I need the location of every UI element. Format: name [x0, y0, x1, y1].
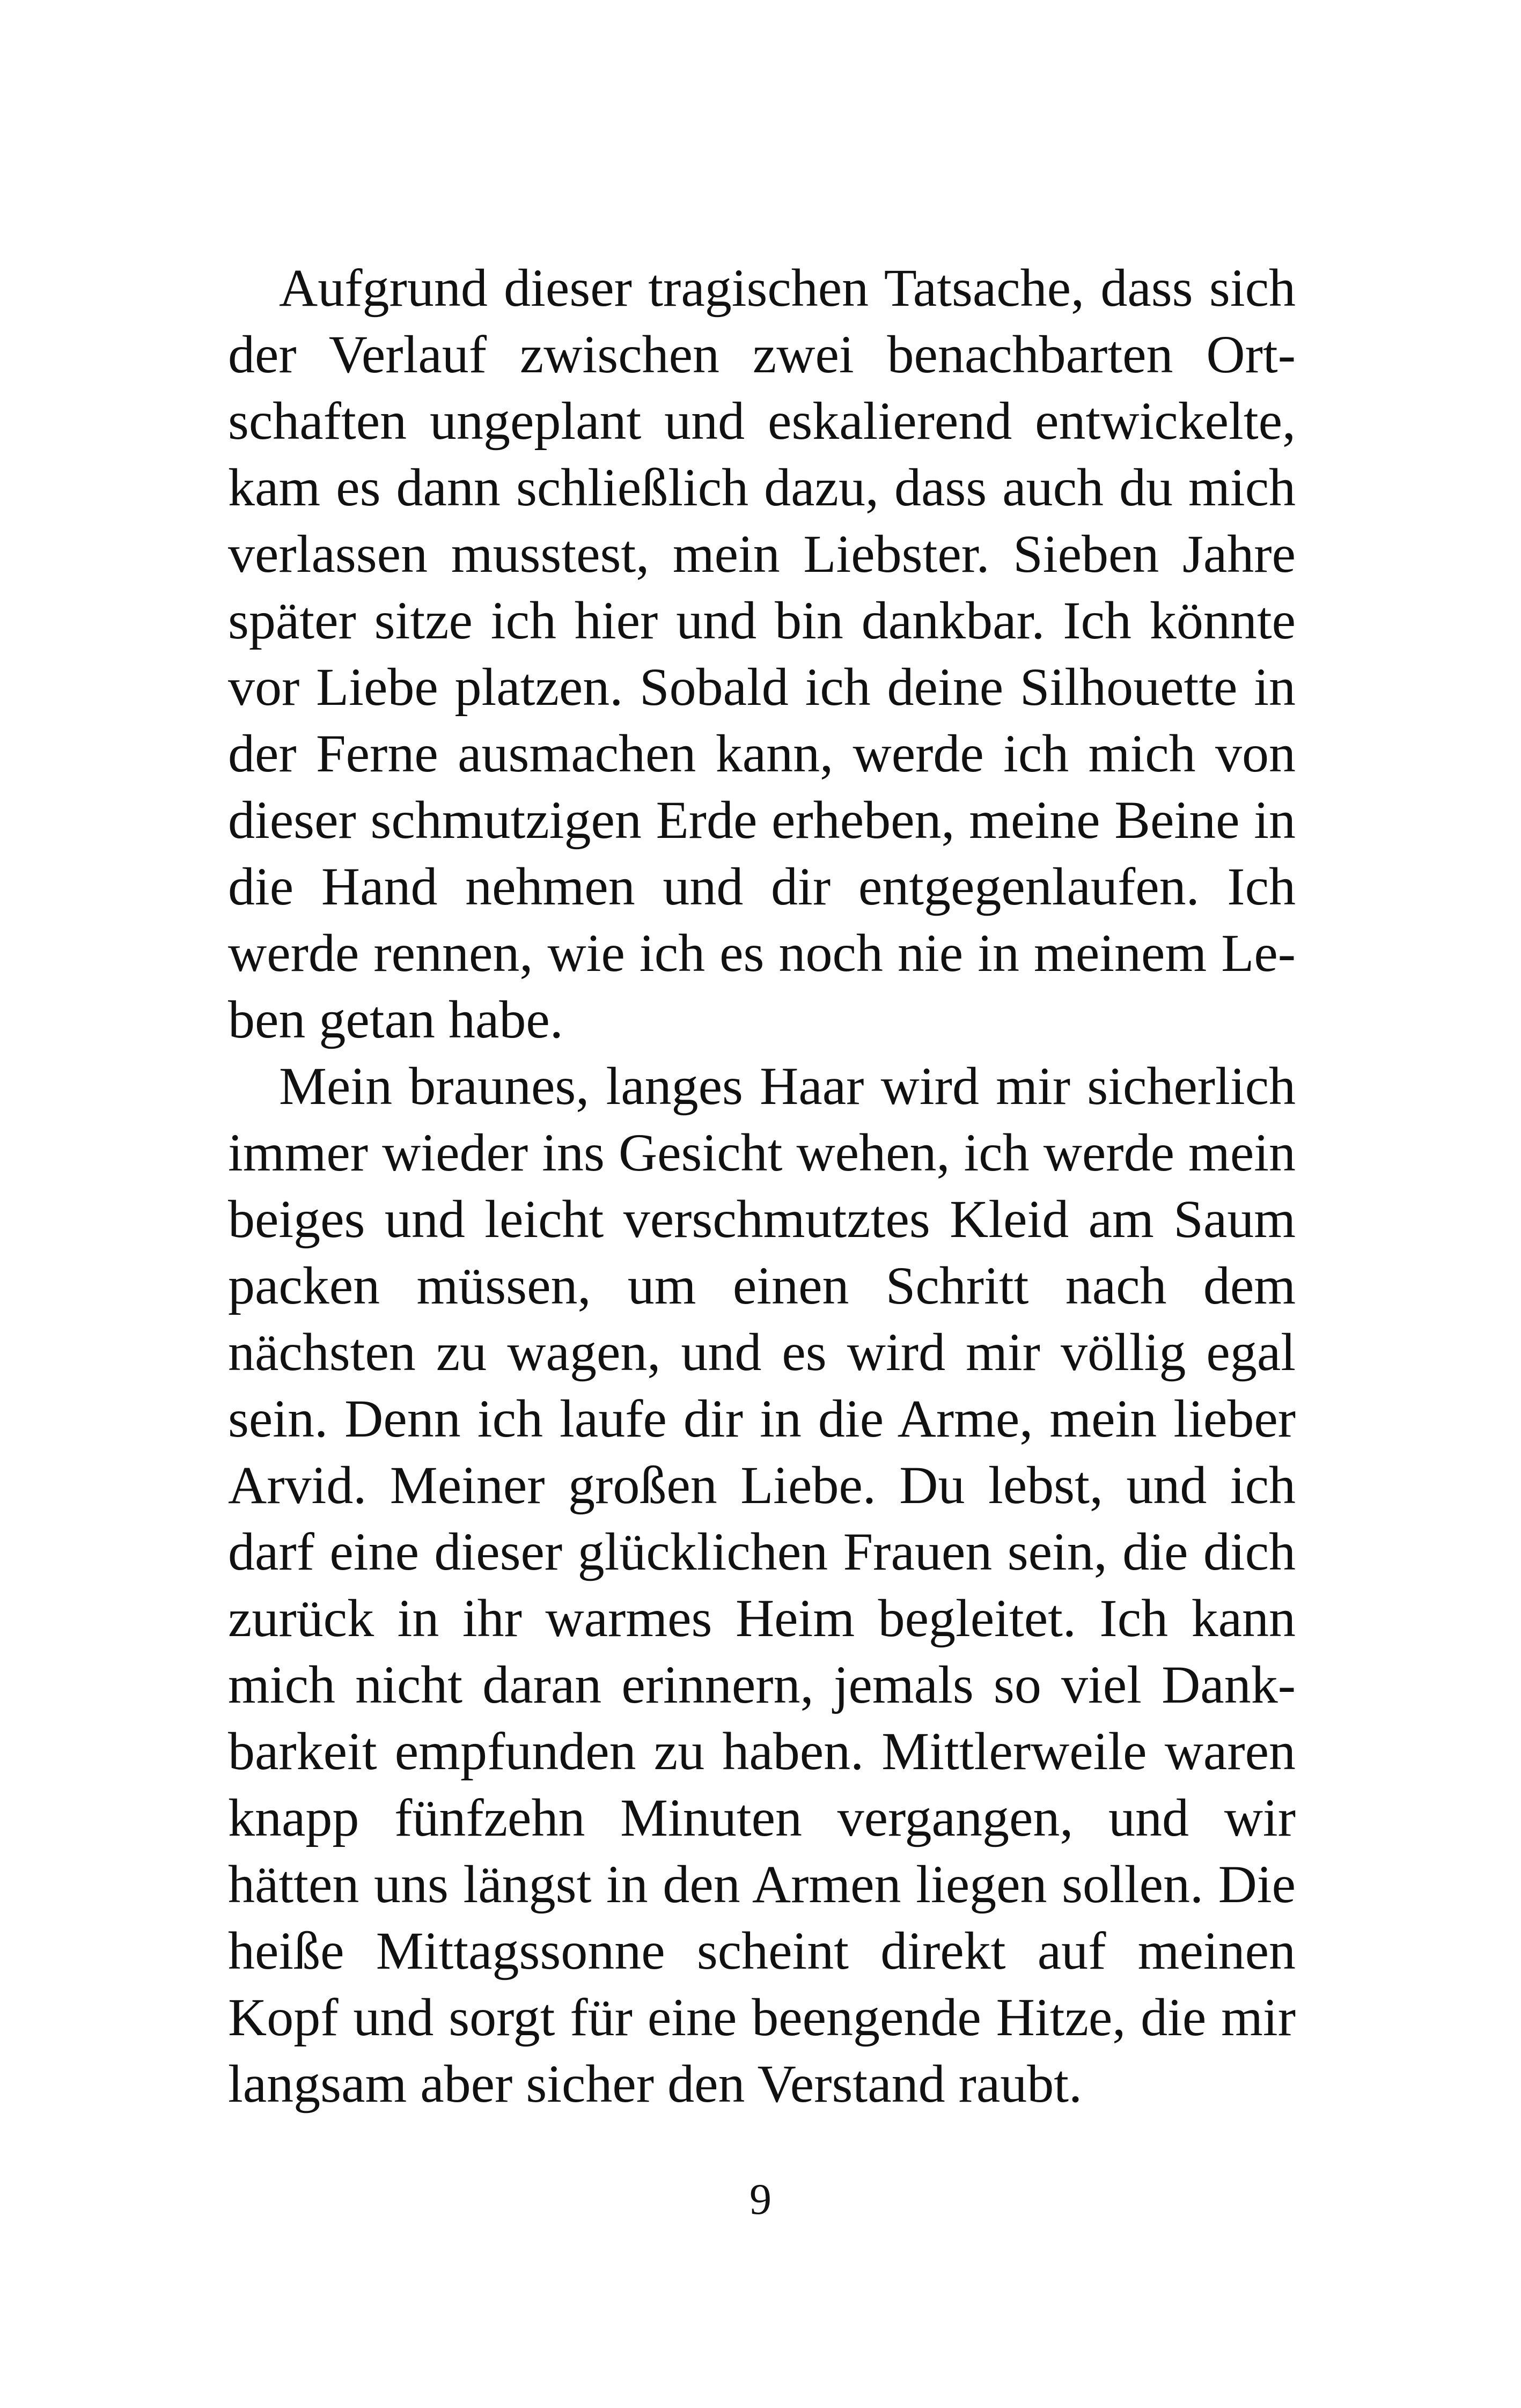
text-line: heiße Mittagssonne scheint direkt auf meinen — [228, 1921, 1296, 1980]
text-line: knapp fünfzehn Minuten vergangen, und wir — [228, 1788, 1296, 1847]
text-line: sein. Denn ich laufe dir in die Arme, mein lieber — [228, 1389, 1296, 1448]
text-line: hätten uns längst in den Armen liegen sollen. Die — [228, 1854, 1296, 1914]
text-line: zurück in ihr warmes Heim begleitet. Ich kann — [228, 1588, 1296, 1648]
text-line: packen müssen, um einen Schritt nach dem — [228, 1256, 1296, 1315]
text-line: kam es dann schließlich dazu, dass auch du mich — [228, 458, 1296, 517]
text-line: Mein braunes, langes Haar wird mir sicherlich — [279, 1056, 1296, 1116]
text-line: der Ferne ausmachen kann, werde ich mich von — [228, 724, 1296, 783]
text-line: schaften ungeplant und eskalierend entwickelte, — [228, 391, 1296, 451]
text-line: werde rennen, wie ich es noch nie in meinem Le- — [228, 923, 1296, 983]
text-line: mich nicht daran erinnern, jemals so viel Dank- — [228, 1655, 1296, 1714]
text-line: Kopf und sorgt für eine beengende Hitze, die mir — [228, 1987, 1296, 2047]
paragraph-2 — [228, 1053, 1296, 2117]
text-line: dieser schmutzigen Erde erheben, meine Beine in — [228, 790, 1296, 850]
text-line: immer wieder ins Gesicht wehen, ich werde mein — [228, 1123, 1296, 1182]
text-line: Aufgrund dieser tragischen Tatsache, dass sich — [279, 258, 1296, 318]
text-line: nächsten zu wagen, und es wird mir völlig egal — [228, 1322, 1296, 1382]
text-line: beiges und leicht verschmutztes Kleid am Saum — [228, 1189, 1296, 1249]
text-line: ben getan habe. — [228, 990, 563, 1049]
page-number: 9 — [750, 2175, 771, 2223]
text-line: darf eine dieser glücklichen Frauen sein, die dich — [228, 1522, 1296, 1581]
text-line: langsam aber sicher den Verstand raubt. — [228, 2054, 1083, 2114]
text-line: barkeit empfunden zu haben. Mittlerweile waren — [228, 1721, 1296, 1781]
text-line: Arvid. Meiner großen Liebe. Du lebst, und ich — [228, 1455, 1296, 1515]
text-line: der Verlauf zwischen zwei benachbarten Ort- — [228, 325, 1296, 384]
paragraph-1 — [228, 255, 1296, 1053]
text-line: später sitze ich hier und bin dankbar. Ich könnte — [228, 591, 1296, 650]
body-text — [228, 255, 1296, 2117]
text-line: vor Liebe platzen. Sobald ich deine Silhouette in — [228, 657, 1296, 717]
text-line: verlassen musstest, mein Liebster. Sieben Jahre — [228, 524, 1296, 584]
text-line: die Hand nehmen und dir entgegenlaufen. Ich — [228, 857, 1296, 916]
